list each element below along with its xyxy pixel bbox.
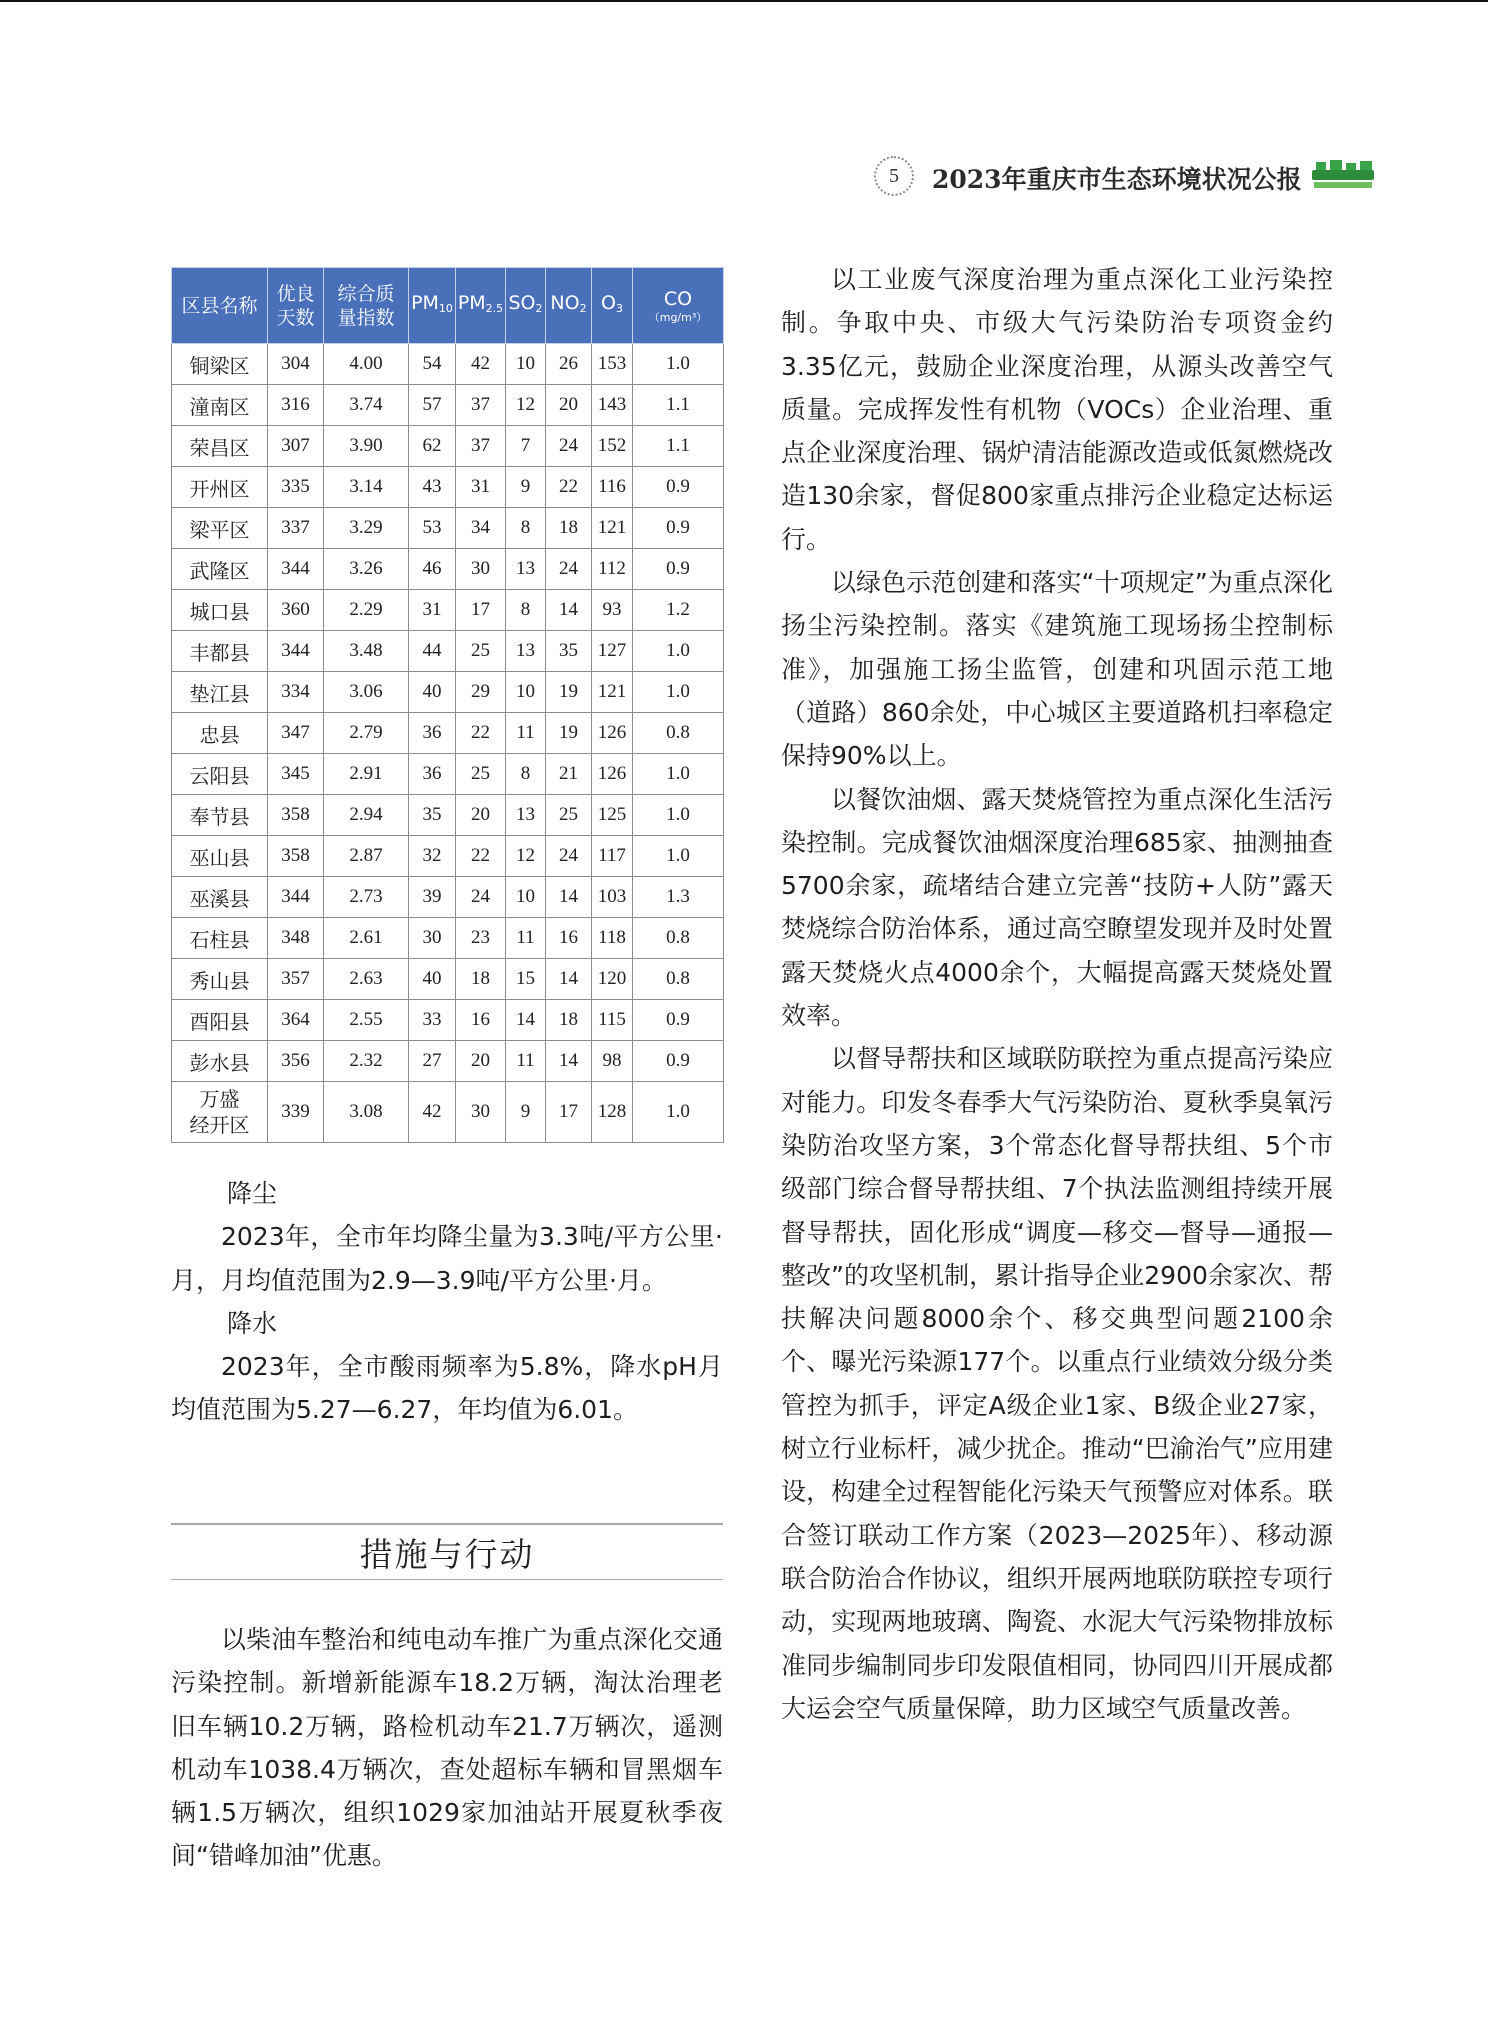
value-cell: 44: [409, 631, 456, 672]
value-cell: 98: [592, 1041, 633, 1082]
value-cell: 23: [456, 918, 506, 959]
value-cell: 143: [592, 385, 633, 426]
value-cell: 27: [409, 1041, 456, 1082]
table-row: [172, 1041, 724, 1082]
col-header-good-days: [268, 268, 324, 344]
col-header-o3: [592, 268, 633, 344]
value-cell: 339: [268, 1082, 324, 1143]
value-cell: 25: [456, 631, 506, 672]
district-name-cell: 丰都县: [172, 631, 268, 672]
value-cell: 9: [506, 1082, 546, 1143]
value-cell: 357: [268, 959, 324, 1000]
value-cell: 344: [268, 549, 324, 590]
value-cell: 18: [546, 508, 592, 549]
value-cell: 13: [506, 631, 546, 672]
value-cell: 29: [456, 672, 506, 713]
value-cell: 2.55: [324, 1000, 409, 1041]
value-cell: 0.8: [633, 918, 724, 959]
value-cell: 1.0: [633, 836, 724, 877]
district-name-cell: 彭水县: [172, 1041, 268, 1082]
value-cell: 2.63: [324, 959, 409, 1000]
value-cell: 11: [506, 713, 546, 754]
value-cell: 10: [506, 672, 546, 713]
value-cell: 337: [268, 508, 324, 549]
report-title: 2023年重庆市生态环境状况公报: [932, 165, 1302, 194]
value-cell: 307: [268, 426, 324, 467]
district-name-cell: 巫山县: [172, 836, 268, 877]
value-cell: 93: [592, 590, 633, 631]
value-cell: 3.74: [324, 385, 409, 426]
value-cell: 24: [456, 877, 506, 918]
value-cell: 127: [592, 631, 633, 672]
value-cell: 2.61: [324, 918, 409, 959]
value-cell: 356: [268, 1041, 324, 1082]
table-row: [172, 508, 724, 549]
value-cell: 0.9: [633, 467, 724, 508]
value-cell: 1.1: [633, 385, 724, 426]
district-name-line1: 万盛: [199, 1087, 240, 1111]
value-cell: 42: [409, 1082, 456, 1143]
value-cell: 345: [268, 754, 324, 795]
value-cell: 126: [592, 754, 633, 795]
value-cell: 43: [409, 467, 456, 508]
table-row: [172, 1082, 724, 1143]
value-cell: 1.0: [633, 795, 724, 836]
value-cell: 1.0: [633, 754, 724, 795]
col-header-index: [324, 268, 409, 344]
value-cell: 36: [409, 754, 456, 795]
value-cell: 9: [506, 467, 546, 508]
value-cell: 13: [506, 549, 546, 590]
value-cell: 10: [506, 877, 546, 918]
co-label: CO: [663, 288, 693, 310]
district-name-cell: 云阳县: [172, 754, 268, 795]
district-name-cell: 梁平区: [172, 508, 268, 549]
value-cell: 152: [592, 426, 633, 467]
district-name-line2: 经开区: [189, 1113, 250, 1137]
value-cell: 4.00: [324, 344, 409, 385]
value-cell: 12: [506, 836, 546, 877]
page-header: [870, 156, 1390, 196]
district-name-cell: 武隆区: [172, 549, 268, 590]
table-row: [172, 918, 724, 959]
value-cell: 31: [456, 467, 506, 508]
value-cell: 0.9: [633, 1041, 724, 1082]
traffic-paragraph: 以柴油车整治和纯电动车推广为重点深化交通污染控制。新增新能源车18.2万辆，淘汰治理老旧车辆10.2万辆，路检机动车21.7万辆次，遥测机动车1038.4万辆次，查处超标车辆和冒黑烟车辆1.5万辆次，组织1029家加油站开展夏秋季夜间“错峰加油”优惠。: [171, 1625, 723, 1871]
deposition-section: [171, 1172, 723, 1432]
value-cell: 20: [546, 385, 592, 426]
value-cell: 19: [546, 713, 592, 754]
value-cell: 7: [506, 426, 546, 467]
value-cell: 57: [409, 385, 456, 426]
report-logo-icon: [1310, 158, 1376, 192]
value-cell: 12: [506, 385, 546, 426]
value-cell: 316: [268, 385, 324, 426]
value-cell: 24: [546, 549, 592, 590]
value-cell: 35: [546, 631, 592, 672]
value-cell: 112: [592, 549, 633, 590]
table-row: [172, 549, 724, 590]
col-header-no2: [546, 268, 592, 344]
value-cell: 2.73: [324, 877, 409, 918]
pm25-label: PM: [457, 291, 486, 314]
value-cell: 25: [546, 795, 592, 836]
col-header-name-label: 区县名称: [181, 294, 258, 317]
pm10-label: PM: [411, 291, 439, 314]
value-cell: 2.32: [324, 1041, 409, 1082]
value-cell: 40: [409, 672, 456, 713]
value-cell: 21: [546, 754, 592, 795]
value-cell: 18: [546, 1000, 592, 1041]
no2-label: NO: [550, 291, 580, 314]
value-cell: 37: [456, 426, 506, 467]
value-cell: 347: [268, 713, 324, 754]
value-cell: 1.0: [633, 1082, 724, 1143]
table-row: [172, 426, 724, 467]
value-cell: 121: [592, 508, 633, 549]
value-cell: 32: [409, 836, 456, 877]
regional-paragraph: 以督导帮扶和区域联防联控为重点提高污染应对能力。印发冬春季大气污染防治、夏秋季臭氧污染防治攻坚方案，3个常态化督导帮扶组、5个市级部门综合督导帮扶组、7个执法监测组持续开展督导帮扶，固化形成“调度—移交—督导—通报—整改”的攻坚机制，累计指导企业2900余家次、帮扶解决问题8000余个、移交典型问题2100余个、曝光污染源177个。以重点行业绩效分级分类管控为抓手，评定A级企业1家、B级企业27家，树立行业标杆，减少扰企。推动“巴渝治气”应用建设，构建全过程智能化污染天气预警应对体系。联合签订联动工作方案（2023—2025年）、移动源联合防治合作协议，组织开展两地联防联控专项行动，实现两地玻璃、陶瓷、水泥大气污染物排放标准同步编制同步印发限值相同，协同四川开展成都大运会空气质量保障，助力区域空气质量改善。: [781, 1044, 1333, 1723]
value-cell: 20: [456, 795, 506, 836]
dust-control-paragraph: 以绿色示范创建和落实“十项规定”为重点深化扬尘污染控制。落实《建筑施工现场扬尘控制标准》，加强施工扬尘监管，创建和巩固示范工地（道路）860余处，中心城区主要道路机扫率稳定保持90%以上。: [781, 568, 1333, 771]
value-cell: 2.29: [324, 590, 409, 631]
value-cell: 54: [409, 344, 456, 385]
value-cell: 19: [546, 672, 592, 713]
value-cell: 2.91: [324, 754, 409, 795]
table-row: [172, 959, 724, 1000]
table-row: [172, 1000, 724, 1041]
value-cell: 0.8: [633, 959, 724, 1000]
co-unit: （mg/m³）: [648, 311, 708, 324]
value-cell: 128: [592, 1082, 633, 1143]
value-cell: 3.26: [324, 549, 409, 590]
value-cell: 358: [268, 836, 324, 877]
district-name-cell: 荣昌区: [172, 426, 268, 467]
value-cell: 0.9: [633, 1000, 724, 1041]
district-name-cell: 潼南区: [172, 385, 268, 426]
value-cell: 16: [546, 918, 592, 959]
col-header-pm25: [456, 268, 506, 344]
value-cell: 30: [409, 918, 456, 959]
rain-paragraph: 2023年，全市酸雨频率为5.8%，降水pH月均值范围为5.27—6.27，年均值为6.01。: [171, 1352, 723, 1425]
value-cell: 344: [268, 631, 324, 672]
value-cell: 62: [409, 426, 456, 467]
district-name-cell: 忠县: [172, 713, 268, 754]
value-cell: 360: [268, 590, 324, 631]
dust-heading: 降尘: [227, 1179, 278, 1208]
district-name-cell: 秀山县: [172, 959, 268, 1000]
col-header-so2: [506, 268, 546, 344]
value-cell: 364: [268, 1000, 324, 1041]
value-cell: 46: [409, 549, 456, 590]
value-cell: 1.0: [633, 631, 724, 672]
value-cell: 22: [456, 836, 506, 877]
value-cell: 1.0: [633, 344, 724, 385]
so2-label: SO: [508, 291, 536, 314]
value-cell: 118: [592, 918, 633, 959]
col-header-good-days-label: 优良天数: [276, 282, 315, 329]
value-cell: 8: [506, 590, 546, 631]
value-cell: 2.87: [324, 836, 409, 877]
so2-sub: 2: [535, 301, 543, 315]
value-cell: 117: [592, 836, 633, 877]
value-cell: 8: [506, 508, 546, 549]
table-row: [172, 590, 724, 631]
pm10-sub: 10: [438, 301, 453, 315]
table-row: [172, 344, 724, 385]
value-cell: 14: [546, 590, 592, 631]
value-cell: 13: [506, 795, 546, 836]
section-title: 措施与行动: [171, 1523, 723, 1580]
table-row: [172, 713, 724, 754]
value-cell: 120: [592, 959, 633, 1000]
value-cell: 0.9: [633, 549, 724, 590]
table-row: [172, 795, 724, 836]
value-cell: 348: [268, 918, 324, 959]
table-header-row: [172, 268, 724, 344]
value-cell: 121: [592, 672, 633, 713]
district-name-cell: 开州区: [172, 467, 268, 508]
col-header-index-label: 综合质量指数: [337, 282, 395, 329]
district-name-cell: 奉节县: [172, 795, 268, 836]
value-cell: 16: [456, 1000, 506, 1041]
value-cell: 17: [456, 590, 506, 631]
value-cell: 39: [409, 877, 456, 918]
value-cell: 14: [506, 1000, 546, 1041]
value-cell: 153: [592, 344, 633, 385]
value-cell: 1.3: [633, 877, 724, 918]
value-cell: 14: [546, 1041, 592, 1082]
table-row: [172, 467, 724, 508]
table-body: [172, 344, 724, 1143]
value-cell: 24: [546, 836, 592, 877]
value-cell: 116: [592, 467, 633, 508]
industry-paragraph: 以工业废气深度治理为重点深化工业污染控制。争取中央、市级大气污染防治专项资金约3.35亿元，鼓励企业深度治理，从源头改善空气质量。完成挥发性有机物（VOCs）企业治理、重点企业深度治理、锅炉清洁能源改造或低氮燃烧改造130余家，督促800家重点排污企业稳定达标运行。: [781, 265, 1333, 554]
value-cell: 103: [592, 877, 633, 918]
value-cell: 14: [546, 877, 592, 918]
rain-heading: 降水: [227, 1308, 278, 1338]
value-cell: 0.9: [633, 508, 724, 549]
value-cell: 22: [546, 467, 592, 508]
value-cell: 11: [506, 1041, 546, 1082]
district-name-cell: [172, 1082, 268, 1143]
value-cell: 1.0: [633, 672, 724, 713]
value-cell: 34: [456, 508, 506, 549]
value-cell: 3.06: [324, 672, 409, 713]
value-cell: 26: [546, 344, 592, 385]
dust-paragraph: 2023年，全市年均降尘量为3.3吨/平方公里·月，月均值范围为2.9—3.9吨/平方公里·月。: [171, 1222, 723, 1295]
value-cell: 35: [409, 795, 456, 836]
district-name-cell: 石柱县: [172, 918, 268, 959]
district-name-cell: 巫溪县: [172, 877, 268, 918]
value-cell: 3.14: [324, 467, 409, 508]
value-cell: 53: [409, 508, 456, 549]
district-name-cell: 铜梁区: [172, 344, 268, 385]
value-cell: 37: [456, 385, 506, 426]
value-cell: 20: [456, 1041, 506, 1082]
value-cell: 42: [456, 344, 506, 385]
value-cell: 358: [268, 795, 324, 836]
value-cell: 126: [592, 713, 633, 754]
o3-sub: 3: [615, 301, 623, 315]
page-number: 5: [874, 156, 914, 196]
household-paragraph: 以餐饮油烟、露天焚烧管控为重点深化生活污染控制。完成餐饮油烟深度治理685家、抽测抽查5700余家，疏堵结合建立完善“技防+人防”露天焚烧综合防治体系，通过高空瞭望发现并及时处置露天焚烧火点4000余个，大幅提高露天焚烧处置效率。: [781, 784, 1333, 1031]
table-row: [172, 836, 724, 877]
value-cell: 334: [268, 672, 324, 713]
value-cell: 3.29: [324, 508, 409, 549]
value-cell: 10: [506, 344, 546, 385]
value-cell: 3.48: [324, 631, 409, 672]
air-quality-table: [171, 267, 724, 1143]
value-cell: 25: [456, 754, 506, 795]
value-cell: 304: [268, 344, 324, 385]
top-border: [0, 0, 1488, 2]
value-cell: 30: [456, 1082, 506, 1143]
table-row: [172, 672, 724, 713]
value-cell: 8: [506, 754, 546, 795]
value-cell: 14: [546, 959, 592, 1000]
col-header-name: [172, 268, 268, 344]
value-cell: 33: [409, 1000, 456, 1041]
table-row: [172, 754, 724, 795]
value-cell: 3.08: [324, 1082, 409, 1143]
no2-sub: 2: [579, 301, 587, 315]
value-cell: 0.8: [633, 713, 724, 754]
value-cell: 11: [506, 918, 546, 959]
district-name-cell: 垫江县: [172, 672, 268, 713]
value-cell: 344: [268, 877, 324, 918]
value-cell: 125: [592, 795, 633, 836]
pm25-sub: 2.5: [485, 301, 504, 315]
district-name-cell: 城口县: [172, 590, 268, 631]
o3-label: O: [601, 291, 616, 314]
district-name-cell: 酉阳县: [172, 1000, 268, 1041]
value-cell: 335: [268, 467, 324, 508]
value-cell: 30: [456, 549, 506, 590]
value-cell: 2.94: [324, 795, 409, 836]
value-cell: 115: [592, 1000, 633, 1041]
value-cell: 2.79: [324, 713, 409, 754]
air-quality-table-wrap: [171, 267, 723, 1143]
value-cell: 1.1: [633, 426, 724, 467]
col-header-pm10: [409, 268, 456, 344]
table-row: [172, 385, 724, 426]
measures-right: [781, 258, 1333, 1730]
value-cell: 15: [506, 959, 546, 1000]
value-cell: 17: [546, 1082, 592, 1143]
value-cell: 31: [409, 590, 456, 631]
value-cell: 24: [546, 426, 592, 467]
value-cell: 22: [456, 713, 506, 754]
value-cell: 1.2: [633, 590, 724, 631]
col-header-co: [633, 268, 724, 344]
value-cell: 18: [456, 959, 506, 1000]
measures-left: [171, 1618, 723, 1878]
value-cell: 36: [409, 713, 456, 754]
value-cell: 3.90: [324, 426, 409, 467]
value-cell: 40: [409, 959, 456, 1000]
table-row: [172, 877, 724, 918]
table-row: [172, 631, 724, 672]
